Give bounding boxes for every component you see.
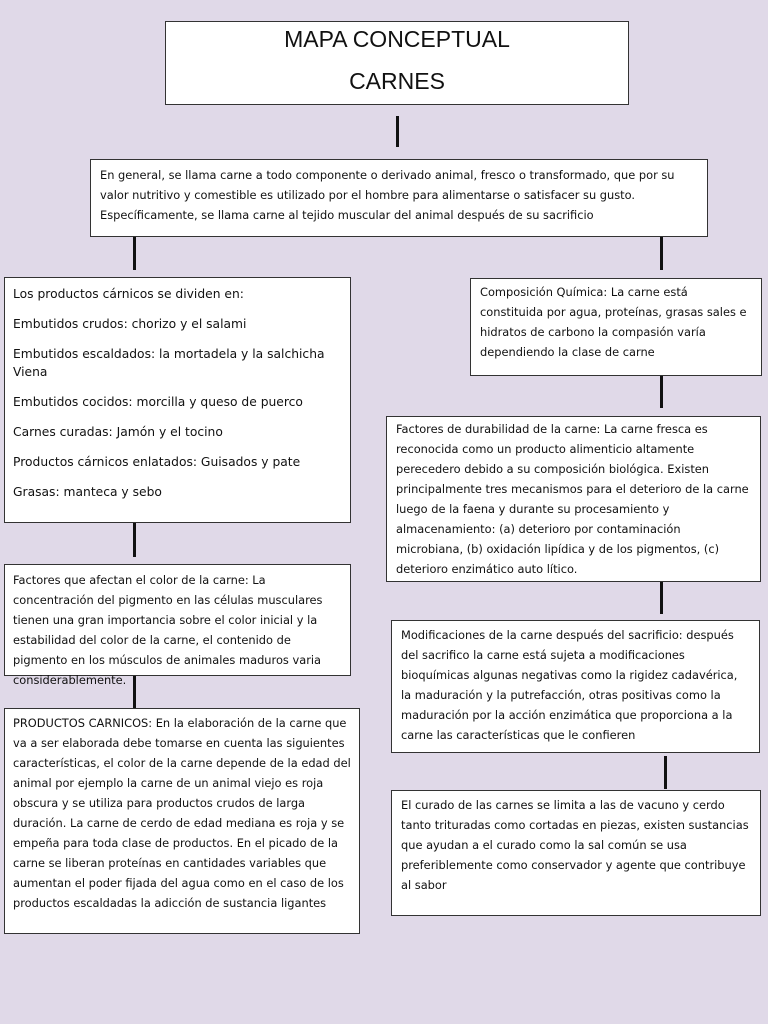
connector-title-definition (396, 116, 399, 147)
color-factors-text: Factores que afectan el color de la carne: La concentración del pigmento en las células musculares tienen una gran importancia sobre el color inicial y la estabilidad del color de la carne, el contenido de pigmento en los músculos de animales maduros varia considerablemente. (13, 573, 323, 687)
products-item: Embutidos crudos: chorizo y el salami (13, 317, 247, 331)
color-factors-box (4, 564, 351, 687)
products-item: Carnes curadas: Jamón y el tocino (13, 425, 223, 439)
durability-box (386, 416, 761, 582)
map-title: MAPA CONCEPTUAL (284, 26, 510, 52)
curing-text: El curado de las carnes se limita a las de vacuno y cerdo tanto trituradas como cortadas en piezas, existen sustancias que ayudan a el curado como la sal común se usa preferiblemente como conservador y agente que contribuye al sabor (401, 798, 749, 892)
chemical-composition-text: Composición Química: La carne está constituida por agua, proteínas, grasas sales e hidratos de carbono la compasión varía dependiendo la clase de carne (480, 285, 747, 359)
products-item: Productos cárnicos enlatados: Guisados y pate (13, 455, 301, 469)
connector-durability-modifications (660, 582, 663, 614)
map-subtitle: CARNES (349, 68, 445, 94)
products-item: Grasas: manteca y sebo (13, 485, 162, 499)
connector-definition-products (133, 237, 136, 270)
title-box (165, 21, 629, 105)
connector-definition-chemical (660, 237, 663, 270)
connector-products-color (133, 523, 136, 557)
connector-modifications-curing (664, 756, 667, 789)
curing-box (391, 790, 761, 916)
definition-text: En general, se llama carne a todo componente o derivado animal, fresco o transformado, que por su valor nutritivo y comestible es utilizado por el hombre para alimentarse o satisfacer su gusto. Específicamente, se llama carne al tejido muscular del animal después de su sacrificio (100, 168, 675, 222)
connector-chemical-durability (660, 376, 663, 408)
products-heading: Los productos cárnicos se dividen en: (13, 287, 244, 301)
meat-products-text: PRODUCTOS CARNICOS: En la elaboración de la carne que va a ser elaborada debe tomarse en cuenta las siguientes características, el color de la carne depende de la edad del animal por ejemplo la carne de un animal viejo es roja obscura y se utiliza para productos crudos de larga duración. La carne de cerdo de edad mediana es roja y se empeña para toda clase de productos. En el picado de la carne se liberan proteínas en cantidades variables que aumentan el poder fijada del agua como en el caso de los productos escaldadas la adicción de sustancia ligantes (13, 716, 351, 910)
definition-box (90, 159, 708, 237)
chemical-composition-box (470, 278, 762, 376)
durability-text: Factores de durabilidad de la carne: La carne fresca es reconocida como un producto alimenticio altamente perecedero debido a su composición biológica. Existen principalmente tres mecanismos para el deterioro de la carne luego de la faena y durante su procesamiento y almacenamiento: (a) deterioro por contaminación microbiana, (b) oxidación lipídica y de los pigmentos, (c) deterioro enzimático auto lítico. (396, 422, 749, 576)
meat-products-box (4, 708, 360, 934)
products-item: Embutidos escaldados: la mortadela y la salchicha Viena (13, 347, 325, 379)
products-box (4, 277, 351, 523)
modifications-box (391, 620, 760, 753)
modifications-text: Modificaciones de la carne después del sacrificio: después del sacrifico la carne está sujeta a modificaciones bioquímicas algunas negativas como la rigidez cadavérica, la maduración y la putrefacción, otras positivas como la maduración por la acción enzimática que proporciona a la carne las características que le confieren (401, 628, 738, 742)
connector-color-meat-products (133, 676, 136, 708)
products-item: Embutidos cocidos: morcilla y queso de puerco (13, 395, 303, 409)
